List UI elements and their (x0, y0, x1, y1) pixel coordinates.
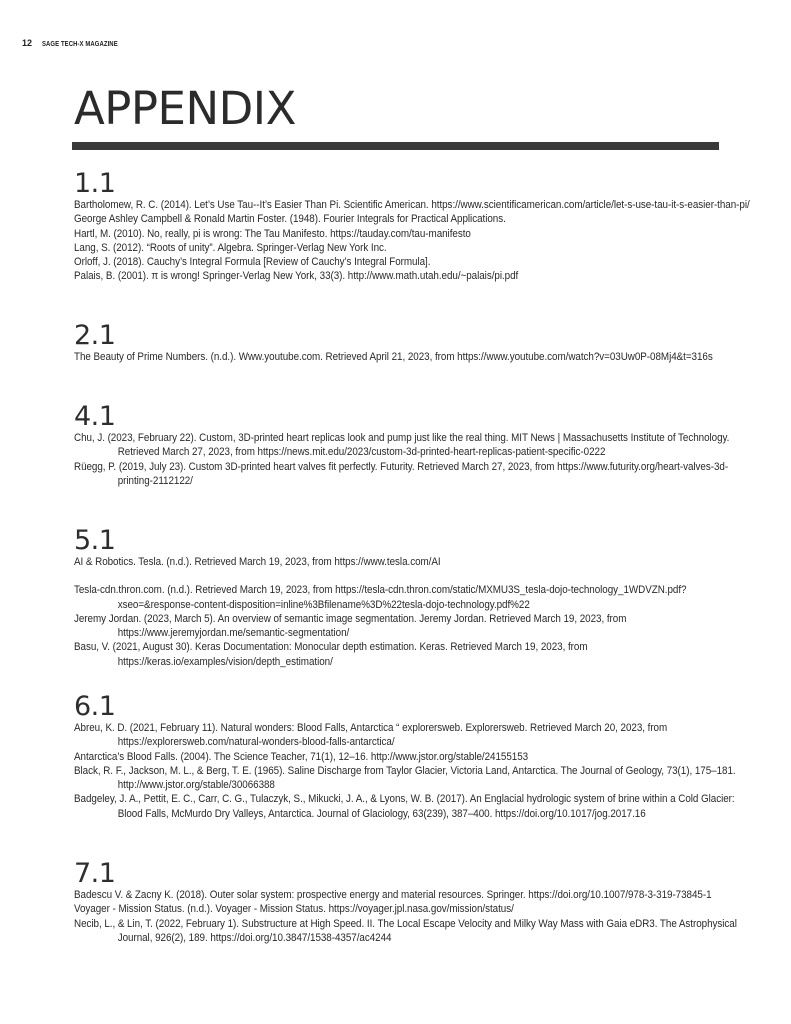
page-number: 12 (22, 38, 33, 48)
reference-entry: The Beauty of Prime Numbers. (n.d.). Www.youtube.com. Retrieved April 21, 2023, from https://www.youtube.com/watch?v=03Uw0P-08Mj4&t=316s (74, 351, 713, 363)
section-number: 2.1 (74, 320, 116, 351)
magazine-name: SAGE TECH-X MAGAZINE (42, 41, 118, 48)
section-number: 1.1 (74, 168, 116, 199)
section-number: 5.1 (74, 525, 116, 556)
section-4-1 (74, 401, 730, 488)
reference-entry: Bartholomew, R. C. (2014). Let’s Use Tau--It’s Easier Than Pi. Scientific American. https://www.scientificamerican.com/article/let-s-use-tau-it-s-easier-than-pi/ (74, 199, 750, 211)
reference-entry: George Ashley Campbell & Ronald Martin Foster. (1948). Fourier Integrals for Practical Applications. (74, 213, 506, 226)
reference-entry: Necib, L., & Lin, T. (2022, February 1). Substructure at High Speed. II. The Local Escape Velocity and Milky Way Mass with Gaia eDR3. The Astrophysical Journal, 926(2), 189. https://doi.org/10.3847/1538-4357/ac4244 (74, 917, 737, 944)
reference-entry: Abreu, K. D. (2021, February 11). Natural wonders: Blood Falls, Antarctica “ explorersweb. Explorersweb. Retrieved March 20, 2023, from https://explorersweb.com/natural-wonders-blood-falls-antarctica/ (74, 722, 668, 749)
reference-entry: Badescu V. & Zacny K. (2018). Outer solar system: prospective energy and material resources. Springer. https://doi.org/10.1007/978-3-319-73845-1 (74, 889, 712, 901)
reference-entry: Antarctica’s Blood Falls. (2004). The Science Teacher, 71(1), 12–16. http://www.jstor.org/stable/24155153 (74, 750, 529, 763)
section-1-1 (74, 168, 750, 284)
reference-entry: AI & Robotics. Tesla. (n.d.). Retrieved March 19, 2023, from https://www.tesla.com/AI (74, 556, 441, 568)
reference-entry: Lang, S. (2012). “Roots of unity”. Algebra. Springer-Verlag New York Inc. (74, 241, 387, 254)
section-7-1 (74, 858, 737, 945)
reference-entry: Rüegg, P. (2019, July 23). Custom 3D-printed heart valves fit perfectly. Futurity. Retrieved March 27, 2023, from https://www.futurity.org/heart-valves-3d-printing-2112122/ (74, 460, 729, 487)
section-6-1 (74, 691, 736, 821)
reference-entry: Hartl, M. (2010). No, really, pi is wrong: The Tau Manifesto. https://tauday.com/tau-manifesto (74, 227, 471, 240)
section-number: 7.1 (74, 858, 116, 889)
reference-entry: Badgeley, J. A., Pettit, E. C., Carr, C. G., Tulaczyk, S., Mikucki, J. A., & Lyons, W. B. (2017). An Englacial hydrologic system of brine within a Cold Glacier: Blood Falls, McMurdo Dry Valleys, Antarctica. Journal of Glaciology, 63(239), 387–400. https://doi.org/10.1017/jog.2017.16 (74, 793, 735, 820)
reference-entry: Tesla-cdn.thron.com. (n.d.). Retrieved March 19, 2023, from https://tesla-cdn.thron.com/static/MXMU3S_tesla-dojo-technology_1WDVZN.pdf?xseo=&response-content-disposition=inline%3Bfilename%3D%22tesla-dojo-technology.pdf%22 (74, 584, 687, 611)
reference-entry: Jeremy Jordan. (2023, March 5). An overview of semantic image segmentation. Jeremy Jordan. Retrieved March 19, 2023, from https://www.jeremyjordan.me/semantic-segmentation/ (74, 612, 627, 640)
section-number: 6.1 (74, 691, 116, 722)
reference-entry: Voyager - Mission Status. (n.d.). Voyager - Mission Status. https://voyager.jpl.nasa.gov/mission/status/ (74, 903, 514, 916)
reference-entry: Orloff, J. (2018). Cauchy’s Integral Formula [Review of Cauchy’s Integral Formula]. (74, 256, 431, 269)
section-5-1 (74, 527, 719, 669)
reference-entry: Black, R. F., Jackson, M. L., & Berg, T. E. (1965). Saline Discharge from Taylor Glacier, Victoria Land, Antarctica. The Journal of Geology, 73(1), 175–181. http://www.jstor.org/stable/30066388 (74, 764, 736, 792)
title-divider (72, 142, 719, 150)
section-number: 4.1 (74, 401, 116, 432)
reference-entry: Chu, J. (2023, February 22). Custom, 3D-printed heart replicas look and pump just like the real thing. MIT News | Massachusetts Institute of Technology. Retrieved March 27, 2023, from https://news.mit.edu/2023/custom-3d-printed-heart-replicas-patient-specific-0222 (74, 432, 730, 459)
reference-entry: Palais, B. (2001). π is wrong! Springer-Verlag New York, 33(3). http://www.math.utah.edu/~palais/pi.pdf (74, 270, 519, 283)
page-header (22, 38, 131, 48)
reference-entry: Basu, V. (2021, August 30). Keras Documentation: Monocular depth estimation. Keras. Retrieved March 19, 2023, from https://keras.io/examples/vision/depth_estimation/ (74, 641, 588, 668)
page-title: APPENDIX (74, 82, 296, 135)
section-2-1 (74, 322, 719, 364)
